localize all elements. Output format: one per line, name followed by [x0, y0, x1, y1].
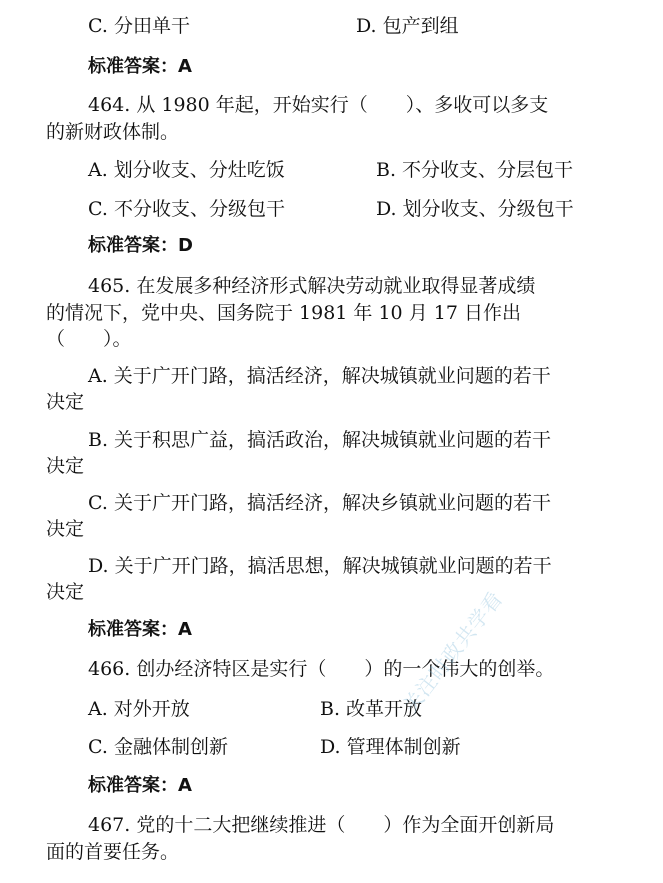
q464-stem-line-1: 464. 从 1980 年起，开始实行（ ）、多收可以多支 [88, 94, 549, 116]
q467-stem-line-1: 467. 党的十二大把继续推进（ ）作为全面开创新局 [88, 814, 555, 836]
q465-stem-line-1: 465. 在发展多种经济形式解决劳动就业取得显著成绩 [88, 275, 536, 297]
q465-option-d-line-1: D. 关于广开门路，搞活思想，解决城镇就业问题的若干 [88, 555, 552, 577]
q466-option-a: A. 对外开放 [88, 698, 190, 720]
q465-stem-line-2: 的情况下，党中央、国务院于 1981 年 10 月 17 日作出 [46, 302, 521, 324]
q465-option-b-line-2: 决定 [46, 455, 85, 477]
q463-option-c: C. 分田单干 [88, 15, 190, 37]
q463-answer: 标准答案：A [88, 56, 192, 77]
q466-option-c: C. 金融体制创新 [88, 736, 228, 758]
q465-option-a-line-1: A. 关于广开门路，搞活经济，解决城镇就业问题的若干 [88, 365, 551, 387]
q464-answer: 标准答案：D [88, 235, 193, 256]
q464-option-a: A. 划分收支、分灶吃饭 [88, 159, 285, 181]
watermark-text: 关注时政共学看 [398, 586, 508, 718]
q465-option-d-line-2: 决定 [46, 581, 85, 603]
q465-option-b-line-1: B. 关于积思广益，搞活政治，解决城镇就业问题的若干 [88, 429, 552, 451]
q463-option-d: D. 包产到组 [356, 15, 459, 37]
q467-stem-line-2: 面的首要任务。 [46, 841, 180, 863]
q466-option-b: B. 改革开放 [320, 698, 423, 720]
q465-option-c-line-2: 决定 [46, 518, 85, 540]
q465-stem-line-3: （ ）。 [46, 328, 132, 350]
q465-option-c-line-1: C. 关于广开门路，搞活经济，解决乡镇就业问题的若干 [88, 492, 551, 514]
q464-stem-line-2: 的新财政体制。 [46, 121, 180, 143]
q465-option-a-line-2: 决定 [46, 391, 85, 413]
q466-answer: 标准答案：A [88, 775, 192, 796]
q464-option-d: D. 划分收支、分级包干 [376, 198, 574, 220]
q464-option-b: B. 不分收支、分层包干 [376, 159, 574, 181]
q465-answer: 标准答案：A [88, 619, 192, 640]
q464-option-c: C. 不分收支、分级包干 [88, 198, 285, 220]
q466-option-d: D. 管理体制创新 [320, 736, 461, 758]
q466-stem-line-1: 466. 创办经济特区是实行（ ）的一个伟大的创举。 [88, 658, 555, 680]
